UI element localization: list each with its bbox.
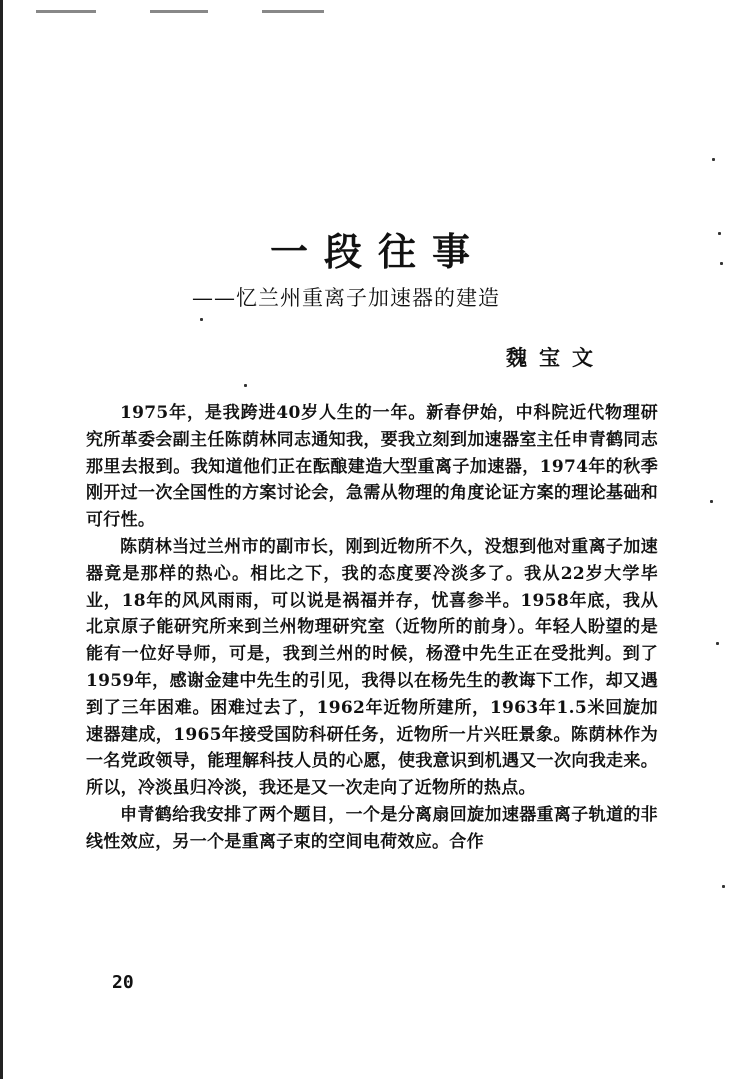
scan-speck — [200, 318, 203, 321]
author-name: 魏宝文 — [506, 345, 605, 370]
scan-speck — [722, 885, 725, 888]
top-scan-mark — [262, 10, 324, 13]
scan-speck — [244, 384, 247, 387]
article-body — [86, 400, 658, 856]
scan-speck — [716, 642, 719, 645]
paragraph: 申青鹤给我安排了两个题目，一个是分离扇回旋加速器重离子轨道的非线性效应，另一个是重离子束的空间电荷效应。合作 — [86, 804, 658, 852]
paragraph: 陈荫林当过兰州市的副市长，刚到近物所不久，没想到他对重离子加速器竟是那样的热心。相比之下，我的态度要冷淡多了。我从22岁大学毕业，18年的风风雨雨，可以说是祸福并存，忧喜参半。1958年底，我从北京原子能研究所来到兰州物理研究室（近物所的前身）。年轻人盼望的是能有一位好导师，可是，我到兰州的时候，杨澄中先生正在受批判。到了1959年，感谢金建中先生的引见，我得以在杨先生的教诲下工作，却又遇到了三年困难。困难过去了，1962年近物所建所，1963年1.5米回旋加速器建成，1965年接受国防科研任务，近物所一片兴旺景象。陈荫林作为一名党政领导，能理解科技人员的心愿，使我意识到机遇又一次向我走来。所以，冷淡虽归冷淡，我还是又一次走向了近物所的热点。 — [86, 536, 658, 799]
scan-speck — [712, 158, 715, 161]
top-scan-mark — [36, 10, 96, 13]
top-scan-mark — [150, 10, 208, 13]
scan-speck — [710, 500, 713, 503]
article-title: 一段往事 — [269, 229, 486, 275]
page-number: 20 — [112, 972, 134, 993]
article-subtitle: ——忆兰州重离子加速器的建造 — [192, 286, 500, 310]
page-left-edge — [0, 0, 3, 1079]
paragraph: 1975年，是我跨进40岁人生的一年。新春伊始，中科院近代物理研究所革委会副主任陈荫林同志通知我，要我立刻到加速器室主任申青鹤同志那里去报到。我知道他们正在酝酿建造大型重离子加速器，1974年的秋季刚开过一次全国性的方案讨论会，急需从物理的角度论证方案的理论基础和可行性。 — [86, 403, 658, 531]
